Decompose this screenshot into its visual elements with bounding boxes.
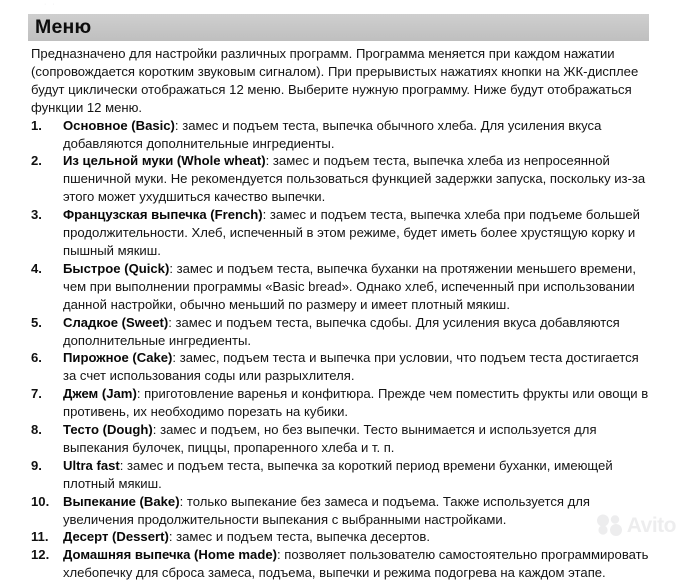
- list-item: [31, 349, 651, 385]
- list-item: [31, 546, 651, 582]
- list-item-body: : замес и подъем теста, выпечка буханки на протяжении меньшего времени, чем при выполнении программы «Basic bread». Однако хлеб, испеченный при использовании данной настройки, обычно меньший по размеру и имеет плотный мякиш.: [63, 260, 637, 312]
- list-item: [31, 260, 651, 314]
- list-item-number: 7.: [31, 386, 42, 402]
- list-item: [31, 117, 651, 153]
- list-item-body: : замес и подъем, но без выпечки. Тесто вынимается и используется для выпекания булочек, пиццы, пропаренного хлеба и т. п.: [63, 422, 597, 455]
- list-item: [31, 421, 651, 457]
- list-item-number: 1.: [31, 117, 42, 133]
- menu-program-list: [31, 117, 651, 582]
- list-item-body: : приготовление варенья и конфитюра. Прежде чем поместить фрукты или овощи в противень, их необходимо порезать на кубики.: [63, 386, 649, 420]
- list-item-title: Десерт (Dessert): [63, 529, 169, 545]
- list-item-title: Джем (Jam): [63, 386, 137, 402]
- list-item-number: 6.: [31, 350, 42, 366]
- list-item-number: 3.: [31, 207, 42, 223]
- list-item-number: 4.: [31, 260, 42, 276]
- list-item-number: 5.: [31, 314, 42, 330]
- list-item-number: 11.: [31, 529, 49, 545]
- list-item-body: : замес и подъем теста, выпечка сдобы. Для усиления вкуса добавляются дополнительные ингредиенты.: [63, 314, 620, 348]
- list-item-title: Ultra fast: [63, 457, 120, 473]
- list-item: [31, 528, 651, 546]
- list-item-title: Французская выпечка (French): [63, 207, 263, 223]
- list-item-number: 10.: [31, 493, 50, 509]
- list-item-body: : замес и подъем теста, выпечка хлеба при подъеме большей продолжительности. Хлеб, испеченный в этом режиме, будет иметь более хрустящую корку и пышный мякиш.: [63, 207, 640, 258]
- document-body: [31, 45, 651, 582]
- section-heading-band: [28, 14, 649, 41]
- list-item-body: : замес и подъем теста, выпечка обычного хлеба. Для усиления вкуса добавляются дополнительные ингредиенты.: [63, 117, 602, 151]
- list-item-number: 8.: [31, 422, 42, 438]
- list-item: [31, 385, 651, 421]
- list-item: [31, 493, 651, 529]
- list-item-title: Сладкое (Sweet): [63, 314, 169, 330]
- list-item-body: : замес и подъем теста, выпечка хлеба из непросеянной пшеничной муки. Не рекомендуется пользоваться функцией задержки запуска, поскольку из-за этого может ухудшиться качество выпечки.: [63, 153, 646, 205]
- list-item-number: 9.: [31, 457, 42, 473]
- list-item: [31, 457, 651, 493]
- list-item: [31, 206, 651, 260]
- page-title: Меню: [35, 16, 92, 38]
- list-item-body: : только выпекание без замеса и подъема. Также используется для увеличения продолжительности выпекания с выбранными настройками.: [63, 493, 591, 527]
- list-item: [31, 152, 651, 206]
- list-item-number: 2.: [31, 153, 42, 169]
- list-item-title: Быстрое (Quick): [63, 260, 170, 276]
- list-item-body: : замес и подъем теста, выпечка десертов.: [168, 529, 430, 545]
- list-item-title: Пирожное (Cake): [63, 350, 173, 366]
- list-item-title: Выпекание (Bake): [63, 493, 180, 509]
- list-item-title: Тесто (Dough): [63, 422, 153, 438]
- list-item-body: : позволяет пользователю самостоятельно программировать хлебопечку для сброса замеса, подъема, выпечки и режима подогрева на каждом этапе.: [63, 547, 649, 581]
- list-item-title: Из цельной муки (Whole wheat): [63, 153, 266, 169]
- list-item: [31, 314, 651, 350]
- list-item-body: : замес и подъем теста, выпечка за короткий период времени буханки, имеющей плотный мякиш.: [63, 457, 613, 491]
- scan-artifact: · ·: [44, 1, 57, 8]
- list-item-title: Домашняя выпечка (Home made): [63, 547, 277, 563]
- list-item-body: : замес, подъем теста и выпечка при условии, что подъем теста достигается за счет использования соды или разрыхлителя.: [63, 350, 639, 384]
- intro-paragraph: Предназначено для настройки различных программ. Программа меняется при каждом нажатии (сопровождается коротким звуковым сигналом). При прерывистых нажатиях кнопки на ЖК-дисплее будут циклически отображаться 12 меню. Выберите нужную программу. Ниже будут отображаться функции 12 меню.: [31, 46, 639, 115]
- avito-watermark-label: Avito: [626, 513, 676, 537]
- list-item-number: 12.: [31, 547, 50, 563]
- list-item-title: Основное (Basic): [63, 117, 175, 133]
